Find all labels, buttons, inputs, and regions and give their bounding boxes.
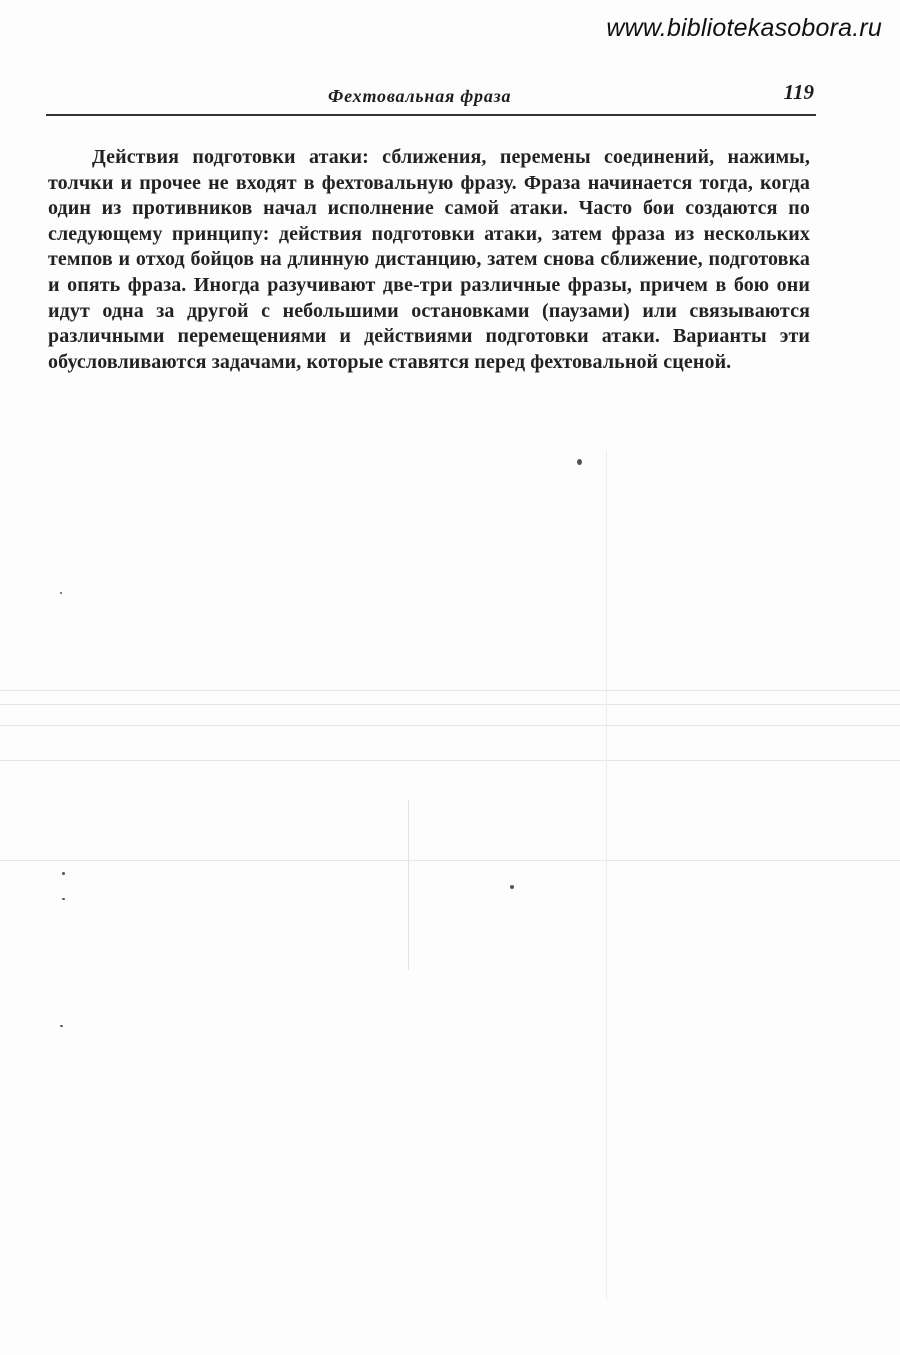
running-title: Фехтовальная фраза: [328, 86, 512, 106]
scan-streak: [0, 725, 900, 726]
ink-speck: [60, 1025, 63, 1027]
scan-fold: [606, 450, 607, 1300]
body-paragraph: Действия подготовки атаки: сближения, перемены соединений, нажимы, толчки и прочее не входят в фехтовальную фразу. Фраза начинается тогда, когда один из противников начал исполнение самой атаки. Часто бои создаются по следующему принципу: действия подготовки атаки, затем фраза из нескольких темпов и отход бойцов на длинную дистанцию, затем снова сближение, подготовка и опять фраза. Иногда разучивают две-три различные фразы, причем в бою они идут одна за другой с небольшими остановками (паузами) или связываются различными перемещениями и действиями подготовки атаки. Варианты эти обусловливаются задачами, которые ставятся перед фехтовальной сценой.: [48, 146, 810, 373]
ink-speck: [60, 592, 62, 594]
header-rule: [46, 114, 816, 116]
scan-streak: [0, 860, 900, 861]
scan-streak: [0, 704, 900, 705]
page-number: 119: [783, 80, 814, 104]
ink-speck: [510, 885, 514, 889]
ink-speck: [62, 872, 65, 875]
ink-speck: [577, 459, 582, 465]
scan-streak: [0, 690, 900, 691]
scan-fold: [408, 800, 409, 970]
running-header: [46, 80, 816, 116]
ink-speck: [62, 898, 65, 900]
scan-streak: [0, 760, 900, 761]
site-watermark: www.bibliotekasobora.ru: [606, 14, 882, 42]
